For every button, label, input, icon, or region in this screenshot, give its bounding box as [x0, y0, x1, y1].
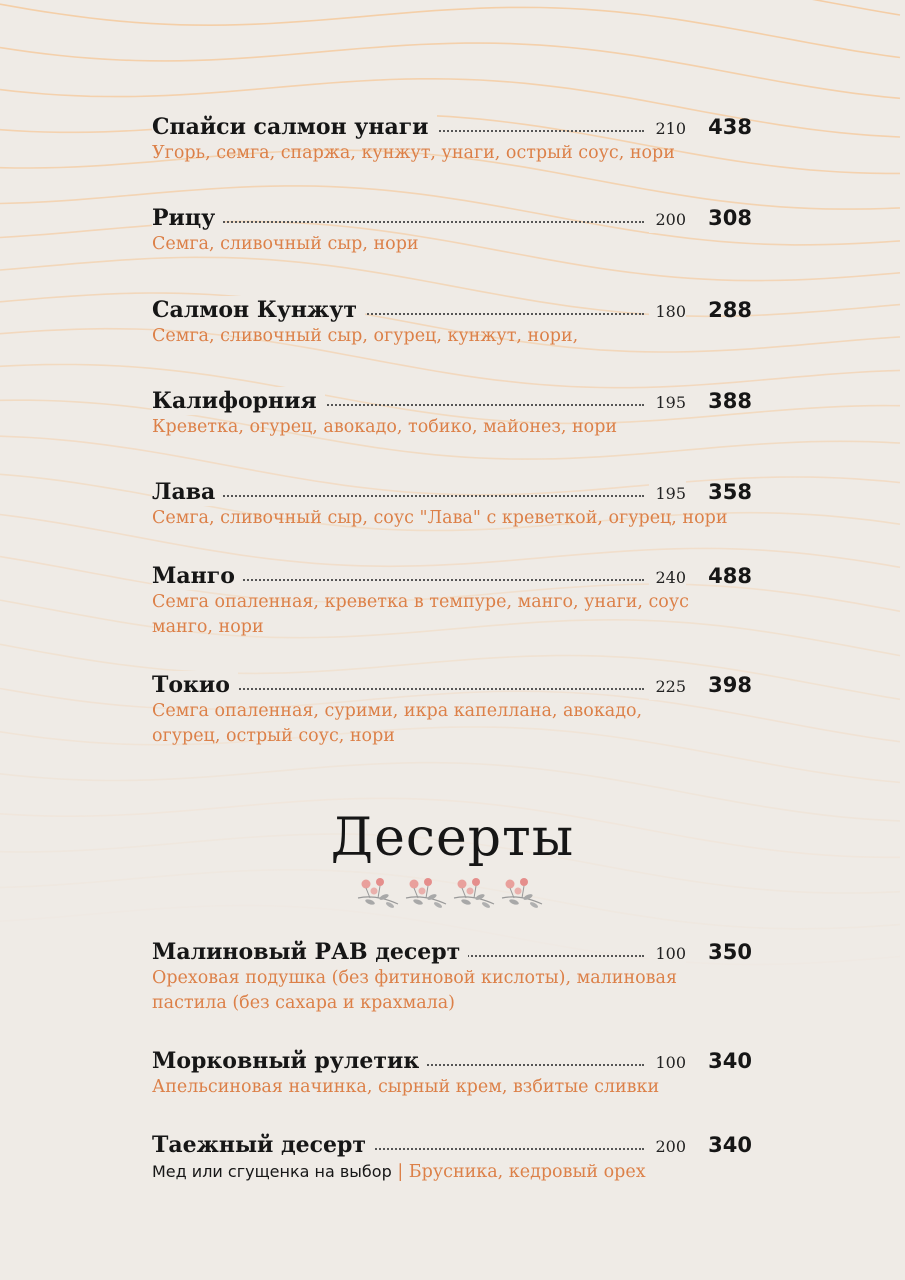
item-price: 358 [708, 480, 752, 504]
item-weight: 200 [649, 207, 686, 233]
item-weight: 195 [649, 481, 686, 507]
item-weight: 100 [649, 941, 686, 967]
menu-item [152, 296, 762, 349]
item-name: Манго [152, 562, 243, 590]
item-description: Семга, сливочный сыр, огурец, кунжут, нори, [152, 326, 579, 346]
item-name: Рицу [152, 204, 223, 232]
menu-item [152, 671, 762, 749]
section-title-desserts: Десерты [330, 808, 575, 868]
item-price: 308 [708, 206, 752, 230]
item-description: Семга, сливочный сыр, нори [152, 234, 419, 254]
menu-item [152, 478, 762, 531]
item-name: Калифорния [152, 387, 325, 415]
item-price: 388 [708, 389, 752, 413]
menu-item [152, 562, 762, 640]
flower-sprig [454, 878, 494, 909]
item-price: 398 [708, 673, 752, 697]
item-name: Морковный рулетик [152, 1047, 427, 1075]
item-price: 340 [708, 1049, 752, 1073]
flower-sprig [358, 878, 398, 909]
dessert-item [152, 1047, 762, 1100]
item-price: 488 [708, 564, 752, 588]
item-name: Малиновый РАВ десерт [152, 938, 468, 966]
item-name: Токио [152, 671, 238, 699]
item-price: 288 [708, 298, 752, 322]
item-description [152, 1159, 752, 1185]
item-description: Креветка, огурец, авокадо, тобико, майонез, нори [152, 417, 618, 437]
description-separator: | [397, 1162, 404, 1182]
item-price: 340 [708, 1133, 752, 1157]
menu-item [152, 387, 762, 440]
item-name: Таежный десерт [152, 1131, 374, 1159]
item-description: Семга опаленная, сурими, икра капеллана, авокадо, огурец, острый соус, нори [152, 701, 643, 746]
item-weight: 100 [649, 1050, 686, 1076]
item-description-extra: Брусника, кедровый орех [408, 1162, 646, 1182]
item-weight: 180 [649, 299, 686, 325]
item-description: Ореховая подушка (без фитиновой кислоты), малиновая пастила (без сахара и крахмала) [152, 968, 677, 1013]
item-weight: 210 [649, 116, 686, 142]
floral-sprig-icon [350, 870, 555, 910]
item-description: Апельсиновая начинка, сырный крем, взбитые сливки [152, 1077, 660, 1097]
item-weight: 200 [649, 1134, 686, 1160]
item-description: Семга, сливочный сыр, соус "Лава" с креветкой, огурец, нори [152, 508, 728, 528]
item-weight: 195 [649, 390, 686, 416]
item-name: Салмон Кунжут [152, 296, 365, 324]
item-weight: 240 [649, 565, 686, 591]
menu-item [152, 204, 762, 257]
item-name: Спайси салмон унаги [152, 113, 437, 141]
item-description: Угорь, семга, спаржа, кунжут, унаги, острый соус, нори [152, 143, 675, 163]
item-description: Семга опаленная, креветка в темпуре, манго, унаги, соус манго, нори [152, 592, 689, 637]
item-name: Лава [152, 478, 223, 506]
flower-sprig [406, 878, 446, 909]
item-price: 350 [708, 940, 752, 964]
item-description-choice: Мед или сгущенка на выбор [152, 1162, 392, 1181]
dessert-item [152, 938, 762, 1016]
item-weight: 225 [649, 674, 686, 700]
item-price: 438 [708, 115, 752, 139]
flower-sprig [502, 878, 542, 909]
dessert-item [152, 1131, 762, 1185]
menu-item [152, 113, 762, 166]
